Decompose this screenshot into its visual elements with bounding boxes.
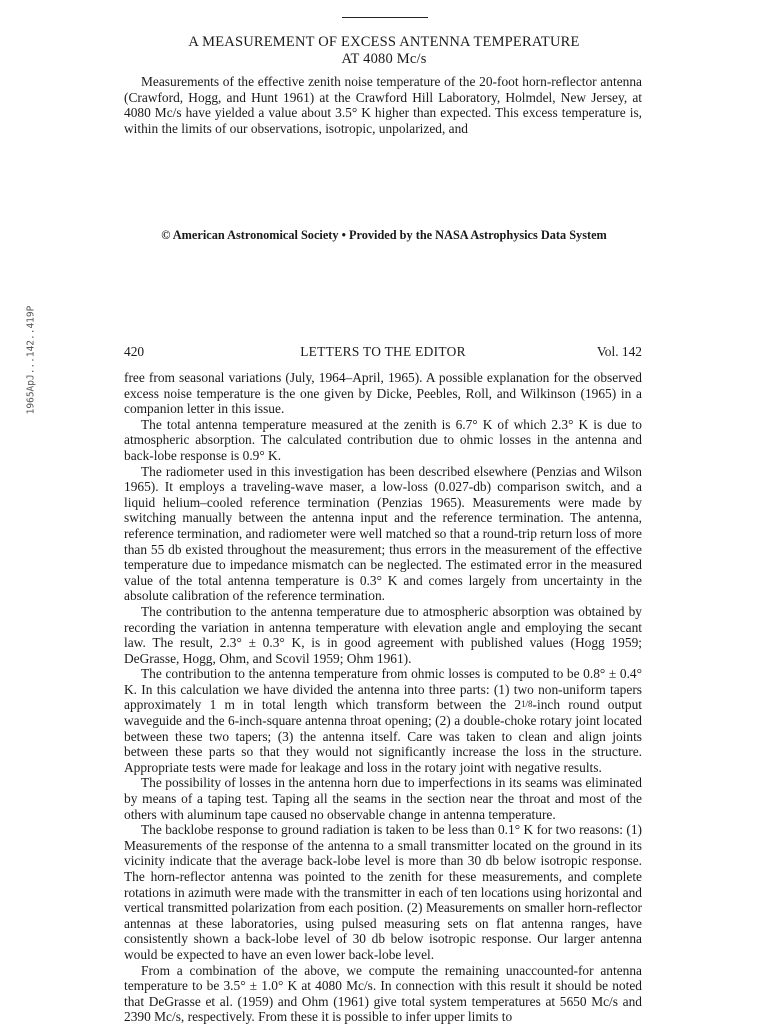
article-title: A MEASUREMENT OF EXCESS ANTENNA TEMPERATURE xyxy=(188,34,580,50)
body-text xyxy=(124,370,642,1025)
paragraph-text: -inch round output waveguide and the 6-inch-square antenna throat opening; (2) a double-choke rotary joint located between these two tapers; (3) the antenna itself. Care was taken to clean and align joints between these parts so that they would not significantly increase the loss in the structure. Appropriate tests were made for leakage and loss in the rotary joint with negative results. xyxy=(124,697,642,775)
article-title-frequency: AT 4080 Mc/s xyxy=(341,51,427,67)
volume-label: Vol. 142 xyxy=(596,344,642,359)
copyright-notice: © American Astronomical Society • Provided by the NASA Astrophysics Data System xyxy=(161,228,607,242)
title-rule xyxy=(342,17,428,18)
body-paragraph xyxy=(124,666,642,775)
body-paragraph: The total antenna temperature measured at the zenith is 6.7° K of which 2.3° K is due to atmospheric absorption. The calculated contribution due to ohmic losses in the antenna and back-lobe response is 0.9° K. xyxy=(124,416,642,463)
bibcode-text: 1965ApJ...142..419P xyxy=(25,305,37,415)
body-paragraph: The possibility of losses in the antenna horn due to imperfections in its seams was eliminated by means of a taping test. Taping all the seams in the section near the throat and most of the others with aluminum tape caused no observable change in antenna temperature. xyxy=(124,775,642,822)
running-head xyxy=(124,344,642,362)
body-paragraph: From a combination of the above, we compute the remaining unaccounted-for antenna temperature to be 3.5° ± 1.0° K at 4080 Mc/s. In connection with this result it should be noted that DeGrasse et al. (1959) and Ohm (1961) give total system temperatures at 5650 Mc/s and 2390 Mc/s, respectively. From these it is possible to infer upper limits to xyxy=(124,962,642,1025)
running-head-section: LETTERS TO THE EDITOR xyxy=(300,344,466,359)
inline-fraction: 1/8 xyxy=(521,699,533,710)
body-paragraph: The radiometer used in this investigation has been described elsewhere (Penzias and Wilson 1965). It employs a traveling-wave maser, a low-loss (0.027-db) comparison switch, and a liquid helium–cooled reference termination (Penzias 1965). Measurements were made by switching manually between the antenna input and the reference termination. The antenna, reference termination, and radiometer were well matched so that a round-trip return loss of more than 55 db existed throughout the measurement; thus errors in the measurement of the effective temperature due to impedance mismatch can be neglected. The estimated error in the measured value of the total antenna temperature is 0.3° K and comes largely from uncertainty in the absolute calibration of the reference termination. xyxy=(124,463,642,604)
body-paragraph: The contribution to the antenna temperature due to atmospheric absorption was obtained by recording the variation in antenna temperature with elevation angle and employing the secant law. The result, 2.3° ± 0.3° K, is in good agreement with published values (Hogg 1959; DeGrasse, Hogg, Ohm, and Scovil 1959; Ohm 1961). xyxy=(124,603,642,666)
page-number: 420 xyxy=(124,344,145,359)
paragraph-text: The contribution to the antenna temperature from ohmic losses is computed to be 0.8° ± 0.4° K. In this calculation we have divided the antenna into three parts: (1) two non-uniform tapers approximately 1 m in total length which transform between the 2 xyxy=(124,666,642,713)
body-paragraph: The backlobe response to ground radiation is taken to be less than 0.1° K for two reasons: (1) Measurements of the response of the antenna to a small transmitter located on the ground in its vicinity indicate that the average back-lobe level is more than 30 db below isotropic response. The horn-reflector antenna was pointed to the zenith for these measurements, and complete rotations in azimuth were made with the transmitter in each of ten locations using horizontal and vertical transmitted polarization from each position. (2) Measurements on smaller horn-reflector antennas at these laboratories, using pulsed measuring sets on flat antenna ranges, have consistently shown a back-lobe level of 30 db below isotropic response. Our larger antenna would be expected to have an even lower back-lobe level. xyxy=(124,822,642,962)
abstract-paragraph: Measurements of the effective zenith noise temperature of the 20-foot horn-reflector antenna (Crawford, Hogg, and Hunt 1961) at the Crawford Hill Laboratory, Holmdel, New Jersey, at 4080 Mc/s have yielded a value about 3.5° K higher than expected. This excess temperature is, within the limits of our observations, isotropic, unpolarized, and xyxy=(124,74,642,136)
body-paragraph: free from seasonal variations (July, 1964–April, 1965). A possible explanation for the observed excess noise temperature is the one given by Dicke, Peebles, Roll, and Wilkinson (1965) in a companion letter in this issue. xyxy=(124,370,642,417)
bibcode-margin xyxy=(21,300,41,420)
